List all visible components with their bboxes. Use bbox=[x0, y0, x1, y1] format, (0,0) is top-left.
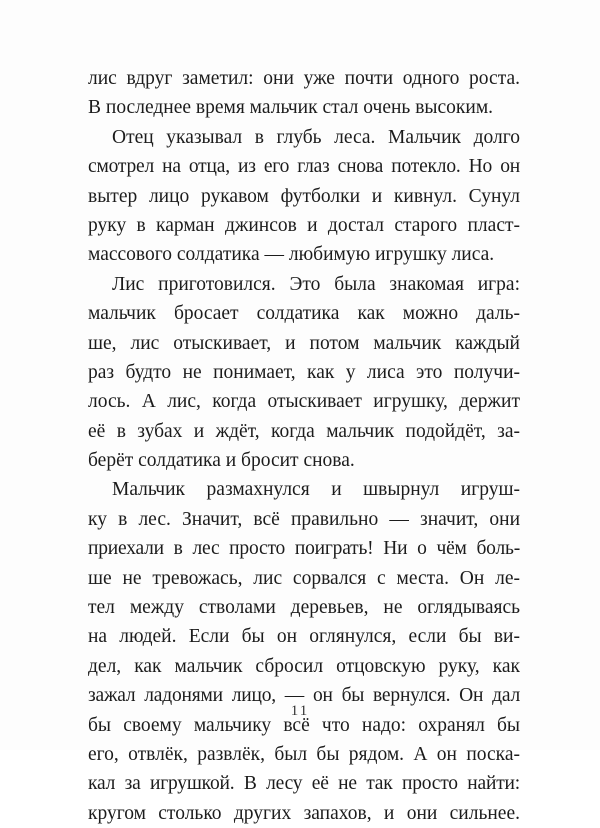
text-line: берёт солдатика и бросит снова. bbox=[88, 450, 355, 472]
text-line: вытер лицо рукавом футболки и кивнул. Сунул bbox=[88, 185, 520, 207]
text-line: ку в лес. Значит, всё правильно — значит, они bbox=[88, 508, 520, 530]
text-line: дел, как мальчик сбросил отцовскую руку, как bbox=[88, 655, 520, 677]
text-line: лис вдруг заметил: они уже почти одного роста. bbox=[88, 68, 520, 89]
text-line: раз будто не понимает, как у лиса это получи- bbox=[88, 361, 520, 383]
text-line: Отец указывал в глубь леса. Мальчик долго bbox=[112, 126, 520, 148]
text-line: руку в карман джинсов и достал старого пласт- bbox=[88, 214, 520, 236]
text-line: приехали в лес просто поиграть! Ни о чём боль- bbox=[88, 538, 520, 560]
text-line: тел между стволами деревьев, не оглядываясь bbox=[88, 597, 520, 619]
text-line: кал за игрушкой. В лесу её не так просто найти: bbox=[88, 773, 520, 795]
text-line: смотрел на отца, из его глаз снова потекло. Но он bbox=[88, 156, 520, 178]
text-line: Лис приготовился. Это была знакомая игра: bbox=[112, 273, 520, 295]
text-line: ше не тревожась, лис сорвался с места. Он ле- bbox=[88, 567, 520, 589]
text-line: лось. А лис, когда отыскивает игрушку, держит bbox=[88, 391, 520, 413]
text-line: Мальчик размахнулся и швырнул игруш- bbox=[112, 479, 520, 501]
page-number: 11 bbox=[290, 703, 310, 719]
text-line: мальчик бросает солдатика как можно даль- bbox=[88, 303, 520, 325]
text-line: зажал ладонями лицо, — он бы вернулся. Он дал bbox=[88, 685, 520, 707]
text-line: кругом столько других запахов, и они сильнее. bbox=[88, 802, 520, 824]
text-line: В последнее время мальчик стал очень высоким. bbox=[88, 97, 494, 119]
text-line: её в зубах и ждёт, когда мальчик подойдёт, за- bbox=[88, 420, 520, 442]
text-line: ше, лис отыскивает, и потом мальчик каждый bbox=[88, 332, 520, 354]
text-line: на людей. Если бы он оглянулся, если бы ви- bbox=[88, 626, 520, 648]
text-line: его, отвлёк, развлёк, был бы рядом. А он поска- bbox=[88, 743, 520, 765]
text-line: массового солдатика — любимую игрушку лиса. bbox=[88, 244, 495, 266]
text-line: бы своему мальчику всё что надо: охранял бы bbox=[88, 714, 520, 736]
